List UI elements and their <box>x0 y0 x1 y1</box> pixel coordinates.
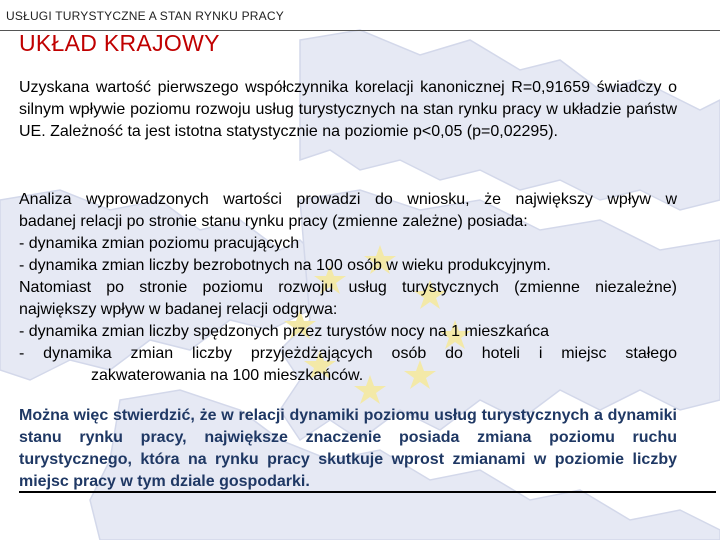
analysis-bullet: - dynamika zmian liczby przyjeżdżających osób do hoteli i miejsc stałego <box>19 345 677 362</box>
analysis-bullet: - dynamika zmian liczby bezrobotnych na 100 osób w wieku produkcyjnym. <box>19 257 551 274</box>
analysis-line: największy wpływ w badanej relacji odgrywa: <box>19 301 338 318</box>
analysis-bullet: - dynamika zmian liczby spędzonych przez turystów nocy na 1 mieszkańca <box>19 323 549 340</box>
slide-heading: UKŁAD KRAJOWY <box>19 30 220 56</box>
paragraph-conclusion: Można więc stwierdzić, że w relacji dynamiki poziomu usług turystycznych a dynamiki stanu rynku pracy, największe znaczenie posiada zmiana poziomu ruchu turystycznego, która na rynku pracy skutkuje wprost zmianami w poziomie liczby miejsc pracy w tym dziale gospodarki. <box>19 407 677 490</box>
analysis-bullet-continuation: zakwaterowania na 100 mieszkańców. <box>91 367 364 384</box>
paragraph-correlation: Uzyskana wartość pierwszego współczynnika korelacji kanonicznej R=0,91659 świadczy o silnym wpływie poziomu rozwoju usług turystycznych na stan rynku pracy w układzie państw UE. Zależność ta jest istotna statystycznie na poziomie p<0,05 (p=0,02295). <box>19 79 677 140</box>
analysis-line: Natomiast po stronie poziomu rozwoju usług turystycznych (zmienne niezależne) <box>19 279 677 296</box>
bottom-divider <box>19 491 716 493</box>
analysis-line: badanej relacji po stronie stanu rynku pracy (zmienne zależne) posiada: <box>19 213 528 230</box>
analysis-bullet: - dynamika zmian poziomu pracujących <box>19 235 300 252</box>
paragraph-analysis <box>19 189 677 387</box>
analysis-line: Analiza wyprowadzonych wartości prowadzi do wniosku, że największy wpływ w <box>19 191 677 208</box>
header-title: USŁUGI TURYSTYCZNE A STAN RYNKU PRACY <box>6 9 284 23</box>
